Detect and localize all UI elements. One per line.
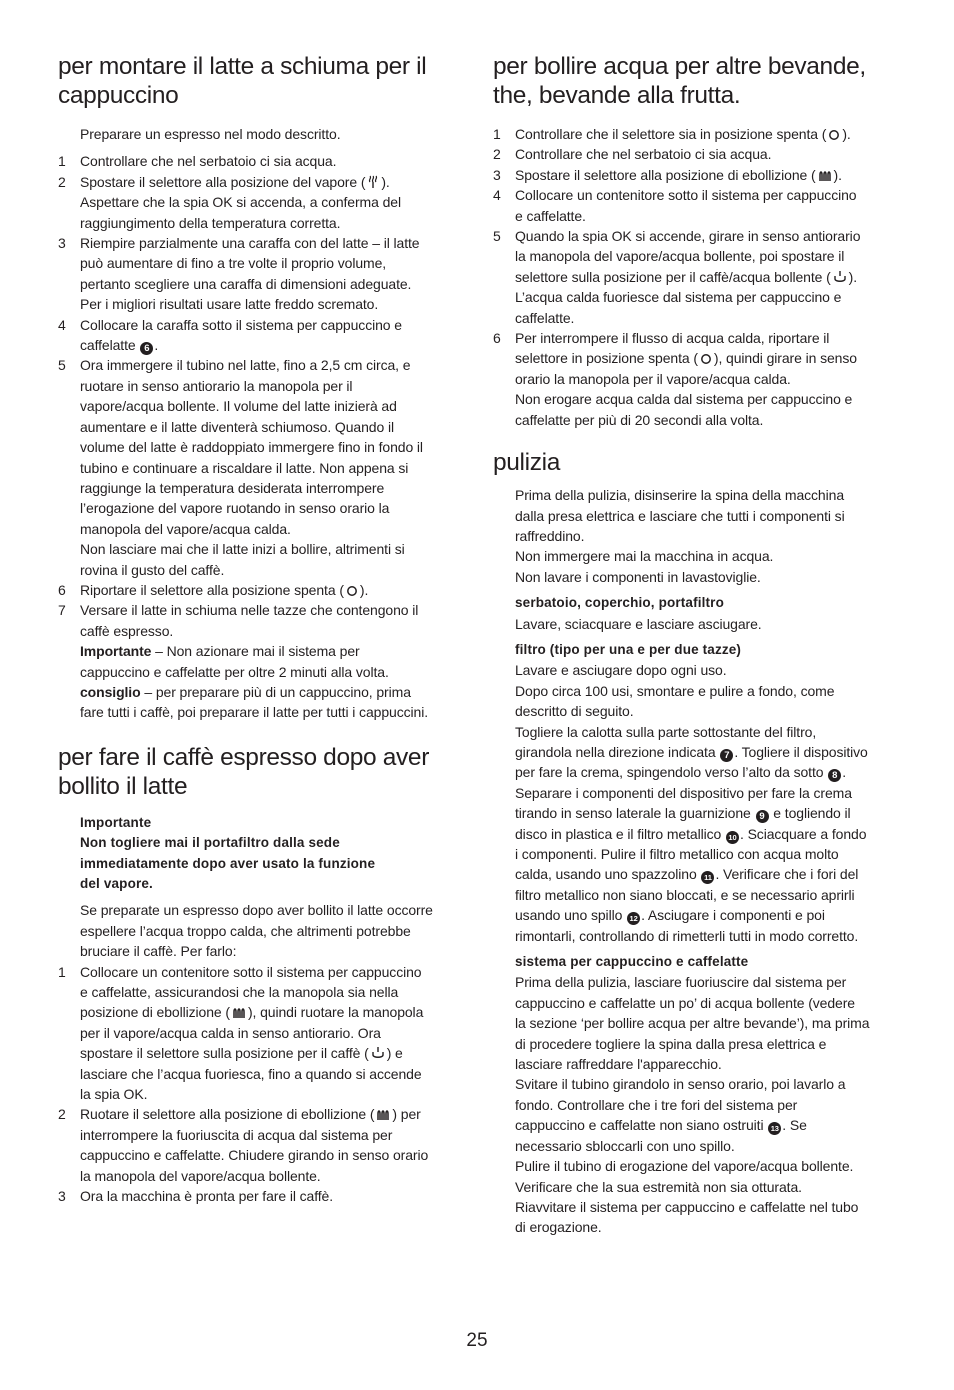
warning-title: Importante bbox=[80, 814, 152, 830]
text-line: Separare i componenti del dispositivo per fare la crema bbox=[515, 784, 852, 801]
text-line: Pulire il tubino di erogazione del vapore/acqua bollente. bbox=[515, 1158, 854, 1175]
title-line: per fare il caffè espresso dopo aver bbox=[58, 743, 430, 771]
text-run: . Sciacquare a fondo bbox=[739, 825, 867, 842]
warning-line: immediatamente dopo aver usato la funzione bbox=[80, 855, 376, 871]
text-line: Lavare e asciugare dopo ogni uso. bbox=[515, 662, 727, 679]
paragraph bbox=[58, 900, 468, 961]
text-run: . Verificare che i fori del bbox=[715, 866, 859, 883]
text-line: Riempire parzialmente una caraffa con del latte – il latte bbox=[80, 235, 420, 252]
steam-icon bbox=[367, 175, 379, 189]
text-run: Spostare il selettore alla posizione del vapore ( bbox=[80, 173, 366, 190]
text-line: e caffelatte, assicurandosi che la manopola sia nella bbox=[80, 984, 399, 1001]
title-line: cappuccino bbox=[58, 82, 179, 109]
text-line: la manopola del vapore/acqua bollente, poi spostare il bbox=[515, 248, 845, 265]
text-line: Collocare la caraffa sotto il sistema per cappuccino e bbox=[80, 316, 402, 333]
title-line: per montare il latte a schiuma per il bbox=[58, 53, 427, 80]
list-item-text bbox=[515, 226, 905, 328]
text-line: vapore/acqua bollente. Il volume del latte inizierà ad bbox=[80, 398, 397, 415]
list-item: 3 Riempire parzialmente una caraffa con del latte – il latte può aumentare di fino a tre volte il proprio volume, pertanto scegliere una caraffa di dimensioni adeguate. Per i migliori risultati usare latte freddo scremato. bbox=[58, 233, 468, 315]
text-line: pertanto scegliere una caraffa di dimensioni adeguate. bbox=[80, 275, 412, 292]
text-line: lasciare raffreddare l'apparecchio. bbox=[515, 1056, 722, 1073]
text-line: interrompere la fuoriuscita di acqua dal sistema per bbox=[80, 1126, 393, 1143]
section-title-cleaning: pulizia bbox=[493, 449, 561, 477]
text-run: Spostare il selettore alla posizione di ebollizione ( bbox=[515, 166, 816, 183]
coffee-cup-icon bbox=[371, 1046, 385, 1060]
text-line: i componenti. Pulire il filtro metallico con acqua molto bbox=[515, 846, 839, 862]
warning-line: Non togliere mai il portafiltro dalla sede bbox=[80, 835, 340, 851]
section-title-boil-water bbox=[493, 52, 905, 110]
figure-ref-10: 10 bbox=[726, 831, 739, 844]
text-line: l’erogazione del vapore ruotando in senso orario la bbox=[80, 500, 390, 517]
paragraph: Lavare, sciacquare e lasciare asciugare. bbox=[515, 615, 762, 632]
text-line: la spia OK. bbox=[80, 1086, 148, 1103]
text-run: . bbox=[842, 764, 847, 781]
figure-ref-13: 13 bbox=[768, 1122, 781, 1135]
text-line: di erogazione. bbox=[515, 1219, 602, 1236]
selector-off-icon bbox=[700, 353, 712, 365]
text-run: ). bbox=[381, 173, 390, 190]
text-run: ), quindi girare in senso bbox=[713, 350, 857, 367]
text-line: Per interrompere il flusso di acqua calda, riportare il bbox=[515, 330, 830, 347]
list-item: 5 Ora immergere il tubino nel latte, fino a 2,5 cm circa, e ruotare in senso antiorario la manopola per il vapore/acqua bollente. Il volume del latte inizierà ad aumentare e il latte diventerà schiumoso. Quando il volume del latte è raddoppiato immergere fino in fondo il tubino e continuare a riscaldare il latte. Non appena si raggiunge la temperatura desiderata interrompere l’erogazione del vapore ruotando in senso orario la manopola del vapore/acqua calda. Non lasciare mai che il latte inizi a bollire, altrimenti si rovina il gusto del caffè. bbox=[58, 355, 468, 579]
text-line: Prima della pulizia, disinserire la spina della macchina bbox=[515, 487, 845, 504]
page-number: 25 bbox=[466, 1330, 488, 1351]
text-run: . Togliere il dispositivo bbox=[734, 743, 868, 760]
text-line: Non lasciare mai che il latte inizi a bollire, altrimenti si bbox=[80, 541, 405, 558]
text-run: ). bbox=[833, 166, 842, 183]
text-line: espellere l’acqua troppo calda, che altrimenti potrebbe bbox=[80, 922, 411, 939]
text-run: selettore in posizione spenta ( bbox=[515, 350, 698, 367]
text-line: cappuccino e caffelatte per oltre 2 minuti alla volta. bbox=[80, 663, 389, 680]
text-line: bruciare il caffè. Per farlo: bbox=[80, 943, 237, 960]
section-title-frothing bbox=[58, 52, 468, 110]
list-item-text: Collocare la caraffa sotto il sistema per cappuccino e caffelatte 6 . bbox=[80, 316, 402, 355]
text-run: calda, usando uno spazzolino bbox=[515, 866, 697, 883]
text-line: Non immergere mai la macchina in acqua. bbox=[515, 548, 774, 565]
text-line: volume del latte è raddoppiato immergere fino in fondo il bbox=[80, 439, 423, 456]
list-item: 1 Controllare che nel serbatoio ci sia acqua. bbox=[58, 151, 468, 171]
list-item-text bbox=[515, 165, 905, 185]
text-line: aumentare e il latte diventerà schiumoso. Quando il bbox=[80, 418, 394, 435]
text-run: ). bbox=[842, 126, 851, 142]
list-item: 2 Ruotare il selettore alla posizione di ebollizione ( ) per interrompere la fuoriuscita di acqua dal sistema per cappuccino e caffelatte. Chiudere girando in senso orario la manopola del vapore/acqua bollente. bbox=[58, 1104, 468, 1186]
text-line: tubino e continuare a riscaldare il latte. Non appena si bbox=[80, 459, 409, 476]
text-run: cappuccino e caffelatte non siano ostruiti bbox=[515, 1117, 764, 1134]
list-item: 1 Controllare che il selettore sia in posizione spenta ( ). bbox=[493, 124, 905, 144]
selector-off-icon bbox=[828, 129, 840, 141]
text-line: filtro metallico non siano bloccati, e se necessario aprirli bbox=[515, 886, 855, 903]
list-item-text bbox=[80, 355, 468, 579]
title-line: per bollire acqua per altre bevande, bbox=[493, 53, 866, 80]
warning-line: del vapore. bbox=[80, 876, 153, 891]
text-line: Quando la spia OK si accende, girare in senso antiorario bbox=[515, 228, 861, 245]
list-item: 3 Ora la macchina è pronta per fare il caffè. bbox=[58, 1186, 468, 1206]
text-line: lasciare che l’acqua fuoriesca, fino a quando si accende bbox=[80, 1065, 422, 1082]
list-item: 1 Collocare un contenitore sotto il sistema per cappuccino e caffelatte, assicurandosi che la manopola sia nella posizione di ebollizione ( ), quindi ruotare la manopola per il vapore/acqua calda in senso antiorario. Ora spostare il selettore sulla posizione per il caffè ( ) e lasciare che l’acqua fuoriesca, fino a quando si accende la spia OK. bbox=[58, 962, 468, 1105]
selector-off-icon bbox=[346, 585, 358, 597]
right-column bbox=[493, 52, 905, 1238]
text-run: caffelatte bbox=[80, 337, 136, 354]
text-run: Controllare che il selettore sia in posizione spenta ( bbox=[515, 126, 827, 142]
text-line: rovina il gusto del caffè. bbox=[80, 561, 225, 578]
list-item: 3 Spostare il selettore alla posizione di ebollizione ( ). bbox=[493, 165, 905, 185]
tip-label: consiglio bbox=[80, 683, 141, 700]
text-run: – per preparare più di un cappuccino, prima bbox=[140, 683, 411, 700]
text-line: Ora immergere il tubino nel latte, fino a 2,5 cm circa, e bbox=[80, 357, 411, 374]
text-run: posizione di ebollizione ( bbox=[80, 1004, 230, 1021]
figure-ref-12: 12 bbox=[627, 912, 640, 925]
text-line: caffelatte. bbox=[515, 309, 575, 326]
text-line: Collocare un contenitore sotto il sistema per cappuccino bbox=[515, 187, 857, 204]
list-item-text bbox=[80, 1104, 468, 1186]
text-run: e togliendo il bbox=[769, 805, 851, 822]
text-line: Svitare il tubino girandolo in senso orario, poi lavarlo a bbox=[515, 1076, 846, 1093]
text-run: ) e bbox=[386, 1045, 403, 1062]
text-run: Riportare il selettore alla posizione spenta ( bbox=[80, 581, 344, 598]
text-line: Non erogare acqua calda dal sistema per cappuccino e bbox=[515, 391, 853, 408]
list-item-text: Ora la macchina è pronta per fare il caffè. bbox=[80, 1188, 334, 1205]
text-line: raggiunge la temperatura desiderata interrompere bbox=[80, 479, 385, 496]
subheading-reservoir: serbatoio, coperchio, portafiltro bbox=[515, 595, 724, 611]
text-line: e caffelatte. bbox=[515, 207, 586, 224]
figure-ref-9: 9 bbox=[756, 810, 769, 823]
text-line: raggiungimento della temperatura corretta. bbox=[80, 214, 341, 231]
text-line: la manopola del vapore/acqua bollente. bbox=[80, 1167, 321, 1184]
text-run: . Asciugare i componenti e poi bbox=[641, 907, 825, 924]
left-column bbox=[58, 52, 468, 1207]
text-run: ). bbox=[848, 268, 858, 285]
text-line: Non lavare i componenti in lavastoviglie. bbox=[515, 568, 761, 585]
text-line: L’acqua calda fuoriesce dal sistema per cappuccino e bbox=[515, 289, 842, 306]
text-run: ), quindi ruotare la manopola bbox=[247, 1004, 424, 1021]
text-line: manopola del vapore/acqua calda. bbox=[80, 520, 291, 537]
text-line: Per i migliori risultati usare latte freddo scremato. bbox=[80, 296, 379, 313]
figure-ref-11: 11 bbox=[701, 871, 714, 884]
list-item-text bbox=[515, 124, 905, 144]
figure-ref-7: 7 bbox=[720, 749, 733, 762]
text-run: girandola nella direzione indicata bbox=[515, 743, 716, 760]
text-run: selettore sulla posizione per il caffè/acqua bollente ( bbox=[515, 268, 831, 285]
list-item: 6 Per interrompere il flusso di acqua calda, riportare il selettore in posizione spenta ( ), quindi girare in senso orario la manopola per il vapore/acqua calda. Non erogare acqua calda dal sistema per cappuccino e caffelatte per più di 20 secondi alla volta. bbox=[493, 328, 905, 430]
boil-water-icon bbox=[376, 1109, 390, 1121]
list-item-text bbox=[80, 233, 468, 315]
text-line: Prima della pulizia, lasciare fuoriuscire dal sistema per bbox=[515, 974, 847, 991]
text-line: per il vapore/acqua calda in senso antiorario. Ora bbox=[80, 1024, 381, 1041]
boil-water-icon bbox=[818, 170, 832, 182]
list-item-text bbox=[515, 328, 905, 430]
list-item: 6 Riportare il selettore alla posizione spenta ( ). bbox=[58, 580, 468, 600]
paragraph bbox=[493, 972, 905, 1237]
list-item-text bbox=[80, 172, 468, 233]
text-run: usando uno spillo bbox=[515, 907, 623, 924]
text-line: dalla presa elettrica e lasciare che tutti i componenti si bbox=[515, 507, 845, 524]
list-item: 5 Quando la spia OK si accende, girare in senso antiorario la manopola del vapore/acqua bollente, poi spostare il selettore sulla posizione per il caffè/acqua bollente ( ). L’acqua calda fuoriesce dal sistema per cappuccino e caffelatte. bbox=[493, 226, 905, 328]
text-line: Togliere la calotta sulla parte sottostante del filtro, bbox=[515, 723, 817, 740]
text-line: rimontarli, controllando di rimetterli tutti in modo corretto. bbox=[515, 927, 859, 944]
text-line: cappuccino e caffelatte un po’ di acqua bollente (vedere bbox=[515, 994, 855, 1011]
list-item: 2 Controllare che nel serbatoio ci sia acqua. bbox=[493, 144, 905, 164]
text-line: ruotare in senso antiorario la manopola per il bbox=[80, 377, 353, 394]
title-line: bollito il latte bbox=[58, 772, 188, 800]
list-item: 7 Versare il latte in schiuma nelle tazze che contengono il caffè espresso. Importante – Non azionare mai il sistema per cappuccino e caffelatte per oltre 2 minuti alla volta. consiglio – per preparare più di un cappuccino, prima fare tutti i caffè, poi preparare il latte per tutti i cappuccini. bbox=[58, 600, 468, 722]
text-line: di procedere togliere la spina dalla presa elettrica e bbox=[515, 1035, 827, 1052]
text-line: descritto di seguito. bbox=[515, 703, 634, 720]
title-line: the, bevande alla frutta. bbox=[493, 82, 741, 109]
text-run: spostare il selettore sulla posizione per il caffè ( bbox=[80, 1045, 369, 1062]
list-item-text bbox=[80, 962, 468, 1105]
text-line: Se preparate un espresso dopo aver bollito il latte occorre bbox=[80, 902, 433, 919]
text-line: Verificare che la sua estremità non sia otturata. bbox=[515, 1178, 802, 1195]
text-line: Dopo circa 100 usi, smontare e pulire a fondo, come bbox=[515, 682, 835, 699]
text-line: Versare il latte in schiuma nelle tazze che contengono il bbox=[80, 602, 419, 619]
list-item: 4 Collocare un contenitore sotto il sistema per cappuccino e caffelatte. bbox=[493, 185, 905, 226]
text-run: Ruotare il selettore alla posizione di ebollizione ( bbox=[80, 1106, 375, 1123]
text-run: disco in plastica e il filtro metallico bbox=[515, 825, 722, 842]
text-line: Riavvitare il sistema per cappuccino e caffelatte nel tubo bbox=[515, 1198, 859, 1215]
list-item-text bbox=[80, 580, 468, 600]
text-line: Collocare un contenitore sotto il sistema per cappuccino bbox=[80, 963, 422, 980]
text-line: la sezione ‘per bollire acqua per altre bevande’), ma prima bbox=[515, 1015, 870, 1032]
subheading-filter: filtro (tipo per una e per due tazze) bbox=[515, 641, 742, 657]
paragraph bbox=[493, 660, 905, 946]
important-label: Importante bbox=[80, 643, 152, 660]
paragraph bbox=[493, 485, 905, 587]
subheading-cappuccino-system: sistema per cappuccino e caffelatte bbox=[515, 954, 749, 970]
boil-water-icon bbox=[232, 1007, 246, 1019]
text-line: caffelatte per più di 20 secondi alla volta. bbox=[515, 411, 764, 428]
text-line: caffè espresso. bbox=[80, 622, 174, 639]
text-run: – Non azionare mai il sistema per bbox=[151, 643, 360, 660]
text-line: fare tutti i caffè, poi preparare il latte per tutti i cappuccini. bbox=[80, 704, 428, 721]
text-line: raffreddino. bbox=[515, 527, 585, 544]
list-item-text: Controllare che nel serbatoio ci sia acqua. bbox=[515, 146, 772, 163]
figure-ref-8: 8 bbox=[828, 769, 841, 782]
section-title-espresso-after-milk bbox=[58, 743, 468, 801]
text-line: Aspettare che la spia OK si accenda, a conferma del bbox=[80, 194, 401, 211]
intro-text: Preparare un espresso nel modo descritto. bbox=[80, 126, 341, 142]
text-line: può aumentare di fino a tre volte il proprio volume, bbox=[80, 255, 387, 272]
list-item: 4 Collocare la caraffa sotto il sistema per cappuccino e caffelatte 6 . bbox=[58, 315, 468, 356]
text-line: necessario sbloccarli con uno spillo. bbox=[515, 1137, 735, 1154]
text-run: ) per bbox=[392, 1106, 421, 1123]
list-item: 2 Spostare il selettore alla posizione del vapore ( ). Aspettare che la spia OK si accenda, a conferma del raggiungimento della temperatura corretta. bbox=[58, 172, 468, 233]
text-run: tirando in senso laterale la guarnizione bbox=[515, 805, 751, 822]
text-line: cappuccino e caffelatte. Chiudere girando in senso orario bbox=[80, 1147, 429, 1164]
figure-ref-6: 6 bbox=[140, 342, 153, 355]
list-item-text bbox=[515, 185, 905, 226]
text-run: per fare la crema, spingendolo verso l’alto da sotto bbox=[515, 764, 824, 781]
coffee-cup-icon bbox=[833, 270, 847, 284]
text-run: . Se bbox=[782, 1117, 807, 1134]
text-line: fondo. Controllare che i tre fori del sistema per bbox=[515, 1096, 798, 1113]
list-item-text: Controllare che nel serbatoio ci sia acqua. bbox=[80, 153, 337, 170]
text-run: ). bbox=[359, 581, 369, 598]
text-line: orario la manopola per il vapore/acqua calda. bbox=[515, 370, 791, 387]
list-item-text bbox=[80, 600, 468, 722]
warning-block bbox=[58, 813, 468, 895]
